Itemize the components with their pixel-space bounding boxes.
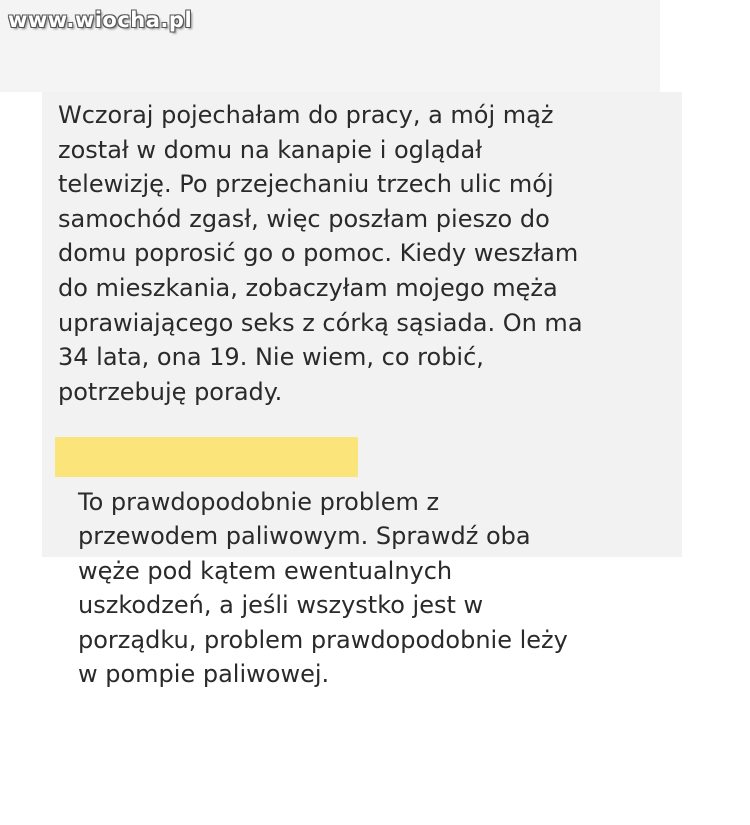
reply-line: uszkodzeń, a jeśli wszystko jest w — [78, 591, 484, 620]
post-line: do mieszkania, zobaczyłam mojego męża — [58, 273, 558, 302]
post-line: uprawiającego seks z córką sąsiada. On ma — [58, 308, 583, 337]
post-text — [58, 98, 683, 409]
post-line: telewizję. Po przejechaniu trzech ulic mój — [58, 170, 554, 199]
post-line: potrzebuję porady. — [58, 377, 283, 406]
post-line: domu poprosić go o pomoc. Kiedy weszłam — [58, 239, 579, 268]
post-line: Wczoraj pojechałam do pracy, a mój mąż — [58, 101, 554, 129]
reply-line: przewodem paliwowym. Sprawdź oba — [78, 522, 531, 551]
reply-line: porządku, problem prawdopodobnie leży — [78, 625, 568, 654]
post-line: samochód zgasł, więc poszłam pieszo do — [58, 204, 550, 233]
post-line: został w domu na kanapie i oglądał — [58, 135, 483, 164]
redacted-username — [55, 437, 358, 477]
post-line: 34 lata, ona 19. Nie wiem, co robić, — [58, 343, 484, 372]
watermark-logo: www.wiocha.pl — [8, 8, 193, 32]
reply-line: węże pod kątem ewentualnych — [78, 556, 453, 585]
reply-text — [78, 485, 678, 691]
reply-line: To prawdopodobnie problem z — [78, 488, 440, 516]
reply-line: w pompie paliwowej. — [78, 660, 330, 689]
